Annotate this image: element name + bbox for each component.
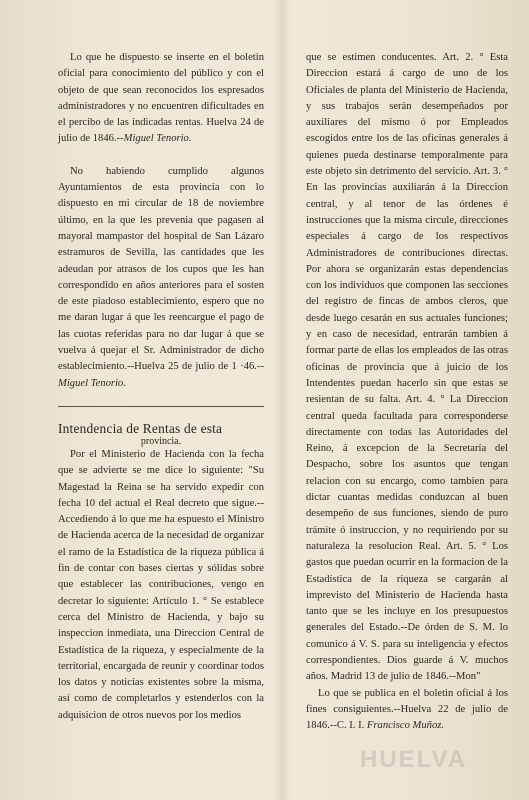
page-fold [273,0,291,800]
notice-paragraph-1 [58,50,264,148]
section-divider [58,406,264,407]
section-subheading: provincia. [140,435,182,447]
notice-text-2: No habiendo cumplido algunos Ayuntamientos de esta provincia con lo dispuesto en mi circular de 18 de noviembre último, en la que les prevenia que pagasen al mayoral mampastor del hospital de San Lázaro estramuros de Sevilla, las cantidades que les adeudan por atrasos de los cupos que les han correspondido en años anteriores para el sosten de este piadoso establecimiento, espero que no me daran lugar á que les reencargue el pago de las cuotas referidas para no dar lugar á que se vuelva á quejar el Sr. Administrador de dicho establecimiento.--Huelva 25 de julio de 1 ·46.-- [58,165,264,373]
closing-text: Lo que se publica en el boletin oficial á los fines consiguientes.--Huelva 22 de julio de 1846.--C. I. I. [306,687,508,732]
signature-2: Miguel Tenorio. [58,377,126,389]
right-column [306,50,508,734]
decree-continuation: que se estimen conducentes. Art. 2. ° Esta Direccion estará á cargo de uno de los Oficiales de planta del Ministerio de Hacienda, y sus trabajos serán desempeñados por auxiliares del mismo ó por Empleados escogidos entre los de las oficinas generales á quienes pueda destinarse temporalmente para este objeto sin detrimento del servicio. Art. 3. ° En las provincias auxiliarán á la Direccion central, y al tenor de las órdenes é instrucciones que la misma circule, direcciones especiales á cargo de los respectivos Administradores de contribuciones directas. Por ahora se organizarán estas dependencias con los individuos que componen las secciones del registro de fincas de ambos cleros, que desde luego cesarán en sus actuales funciones; y en caso de necesidad, entrarán tambien á formar parte de ellas los empleados de las otras oficinas de provincia que á juicio de los Intendentes puedan hacerlo sin que estas se resientan de su falta. Art. 4. ° La Direccion central queda facultada para corresponderse directamente con todas las Autoridades del Reino, á excepcion de la Secretaría del Despacho, sobre los asuntos que tengan relacion con su encargo, como tambien para dictar cuantas medidas conduzcan al buen desempeño de sus funciones, siendo de puro trámite ó instruccion, y no requiriendo por su naturaleza la resolucion Real. Art. 5. ° Los gastos que puedan ocurrir en la formacion de la Estadística de la riqueza se cargarán al imprevisto del Ministerio de Hacienda hasta tanto que se les incluye en los presupuestos generales del Estado.--De órden de S. M. lo comunico á V. S. para su inteligencia y efectos correspondientes. Dios guarde á V. muchos años. Madrid 13 de julio de 1846.--Mon" [306,52,508,683]
spacer [58,148,264,164]
left-column [58,50,264,724]
notice-text-1: Lo que he dispuesto se inserte en el boletin oficial para conocimiento del público y con el objeto de que sean reconocidos los espresados administradores y no encuentren dificultades en el percibo de las indicadas rentas. Huelva 24 de julio de 1846.-- [58,52,264,145]
signature-1: Miguel Tenorio. [123,133,192,145]
notice-paragraph-2 [58,164,264,392]
archive-watermark: HUELVA [360,746,468,773]
closing-paragraph [306,686,508,735]
section-heading: Intendencia de Rentas de esta [58,420,223,436]
decree-paragraph: Por el Ministerio de Hacienda con la fecha que se advierte se me dice lo siguiente: "Su Magestad la Reina se ha servido expedir con fecha 10 del actual el Real decreto que sigue.--Accediendo á lo que me ha espuesto el Ministro de Hacienda acerca de la necesidad de organizar el ramo de la Estadística de la riqueza pública á fin de contar con bases ciertas y sólidas sobre que establecer las contribuciones, vengo en decretar lo siguiente: Artículo 1. ° Se establece cerca del Ministro de Hacienda, y bajo su inspeccion inmediata, una Direccion Central de Estadística de la riqueza, y especialmente de la territorial, encargada de reunir y coordinar todos los datos y noticias existentes sobre la misma, así como de completarlos y estenderlos con la adquisicion de otros nuevos por los medios [58,448,264,721]
signature-3: Francisco Muñoz. [366,720,445,732]
